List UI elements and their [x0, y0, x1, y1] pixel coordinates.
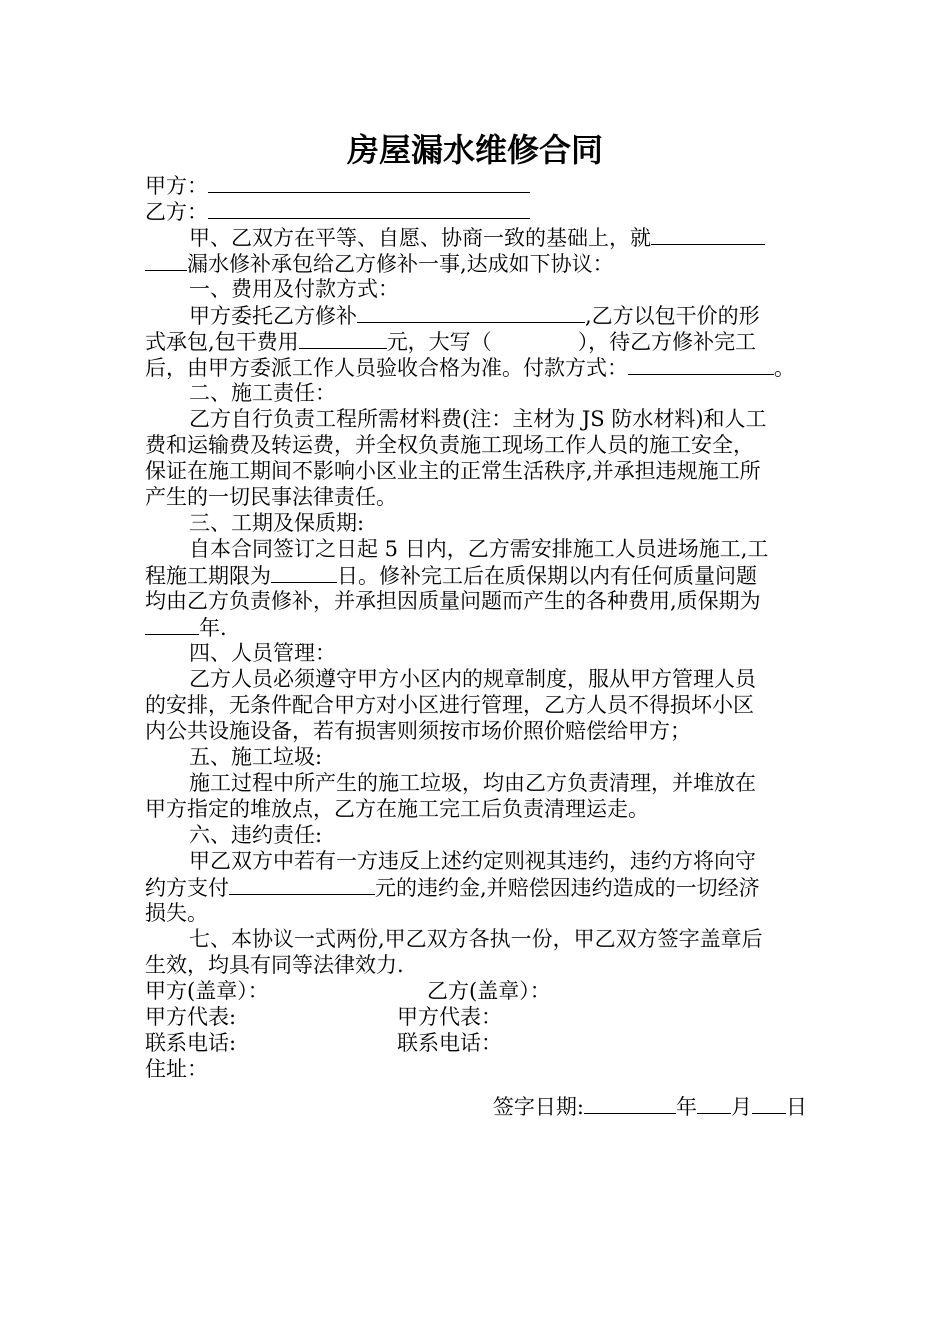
section-5-line-1: 施工过程中所产生的施工垃圾，均由乙方负责清理，并堆放在 — [189, 771, 756, 795]
party-b-rep-label: 甲方代表： — [397, 1005, 502, 1029]
intro-line-1 — [145, 224, 807, 250]
month-label: 月 — [731, 1095, 752, 1119]
section-7-line-2: 生效，均具有同等法律效力. — [145, 953, 404, 977]
section-1-text: 甲方委托乙方修补 — [189, 304, 357, 328]
party-a-label: 甲方： — [145, 174, 208, 198]
day-label: 日 — [786, 1095, 807, 1119]
section-4-line-3: 内公共设施设备，若有损害则须按市场价照价赔偿给甲方； — [145, 719, 691, 743]
warranty-years-blank — [145, 614, 199, 635]
section-5-heading: 五、施工垃圾: — [189, 745, 323, 769]
intro-text-cont: 漏水修补承包给乙方修补一事,达成如下协议： — [187, 252, 614, 276]
section-5-line-2: 甲方指定的堆放点，乙方在施工完工后负责清理运走。 — [145, 797, 649, 821]
document-title: 房屋漏水维修合同 — [346, 131, 603, 169]
section-2-line-3: 保证在施工期间不影响小区业主的正常生活秩序,并承担违规施工所 — [145, 459, 761, 483]
section-3-line-3: 均由乙方负责修补，并承担因质量问题而产生的各种费用,质保期为 — [145, 589, 761, 613]
party-b-label: 乙方： — [145, 200, 208, 224]
section-6-line-2 — [145, 874, 807, 900]
section-1-text: ），待乙方修补完工 — [577, 330, 757, 354]
section-1-text: 后，由甲方委派工作人员验收合格为准。付款方式： — [145, 356, 628, 380]
section-6-line-3: 损失。 — [145, 901, 208, 925]
address-row — [145, 1056, 807, 1082]
day-blank — [752, 1093, 786, 1114]
section-3-line-1: 自本合同签订之日起 5 日内，乙方需安排施工人员进场施工,工 — [189, 537, 769, 561]
seal-row — [145, 978, 807, 1004]
section-3-line-2 — [145, 562, 807, 588]
party-a-rep-label: 甲方代表: — [145, 1005, 237, 1029]
party-b-line — [145, 198, 807, 224]
section-1-line-1 — [145, 302, 807, 328]
section-3-text: 年. — [199, 616, 227, 640]
section-1-line-3 — [145, 354, 807, 380]
contract-body — [145, 172, 807, 1124]
section-2-line-4: 产生的一切民事法律责任。 — [145, 485, 397, 509]
representative-row — [145, 1004, 807, 1030]
section-3-line-4 — [145, 614, 807, 640]
party-a-line — [145, 172, 807, 198]
section-1-text: 式承包,包干费用 — [145, 330, 299, 354]
penalty-amount-blank — [229, 874, 375, 895]
section-3-text: 日。修补完工后在质保期以内有任何质量问题 — [337, 564, 757, 588]
section-1-text: 元，大写（ — [386, 330, 492, 354]
year-blank — [584, 1093, 676, 1114]
party-a-phone-label: 联系电话: — [145, 1031, 237, 1055]
section-3-text: 程施工期限为 — [145, 564, 271, 588]
section-2-line-1: 乙方自行负责工程所需材料费(注：主材为 JS 防水材料)和人工 — [189, 407, 767, 431]
section-2-heading: 二、施工责任： — [189, 381, 336, 405]
party-b-blank — [208, 198, 530, 219]
construction-days-blank — [271, 562, 337, 583]
section-1-line-2 — [145, 328, 807, 354]
party-a-seal-label: 甲方(盖章）： — [145, 979, 269, 1003]
party-b-seal-label: 乙方(盖章）： — [427, 979, 551, 1003]
section-3-heading: 三、工期及保质期: — [189, 511, 365, 535]
section-4-line-2: 的安排，无条件配合甲方对小区进行管理，乙方人员不得损坏小区 — [145, 693, 754, 717]
party-b-phone-label: 联系电话： — [397, 1031, 502, 1055]
section-6-line-1: 甲乙双方中若有一方违反上述约定则视其违约，违约方将向守 — [189, 849, 756, 873]
section-1-heading: 一、费用及付款方式： — [189, 277, 399, 301]
payment-method-blank — [628, 354, 774, 375]
fee-blank — [299, 328, 387, 349]
section-6-text: 元的违约金,并赔偿因违约造成的一切经济 — [375, 876, 760, 900]
date-label: 签字日期: — [492, 1095, 584, 1119]
intro-text: 甲、乙双方在平等、自愿、协商一致的基础上，就 — [189, 226, 651, 250]
subject-blank-cont — [145, 250, 187, 271]
month-blank — [697, 1093, 731, 1114]
party-a-blank — [208, 172, 530, 193]
address-label: 住址： — [145, 1057, 208, 1081]
phone-row — [145, 1030, 807, 1056]
section-4-heading: 四、人员管理： — [189, 641, 336, 665]
section-1-text: ,乙方以包干价的形 — [585, 304, 760, 328]
repair-item-blank — [357, 302, 585, 323]
section-6-heading: 六、违约责任: — [189, 823, 323, 847]
section-4-line-1: 乙方人员必须遵守甲方小区内的规章制度，服从甲方管理人员 — [189, 667, 756, 691]
section-1-text: 。 — [774, 356, 795, 380]
section-7-line-1: 七、本协议一式两份,甲乙双方各执一份，甲乙双方签字盖章后 — [189, 927, 763, 951]
year-label: 年 — [676, 1095, 697, 1119]
signing-date-row — [145, 1090, 807, 1124]
section-2-line-2: 费和运输费及转运费，并全权负责施工现场工作人员的施工安全， — [145, 433, 754, 457]
subject-blank — [651, 224, 765, 245]
intro-line-2 — [145, 250, 807, 276]
section-6-text: 约方支付 — [145, 876, 229, 900]
